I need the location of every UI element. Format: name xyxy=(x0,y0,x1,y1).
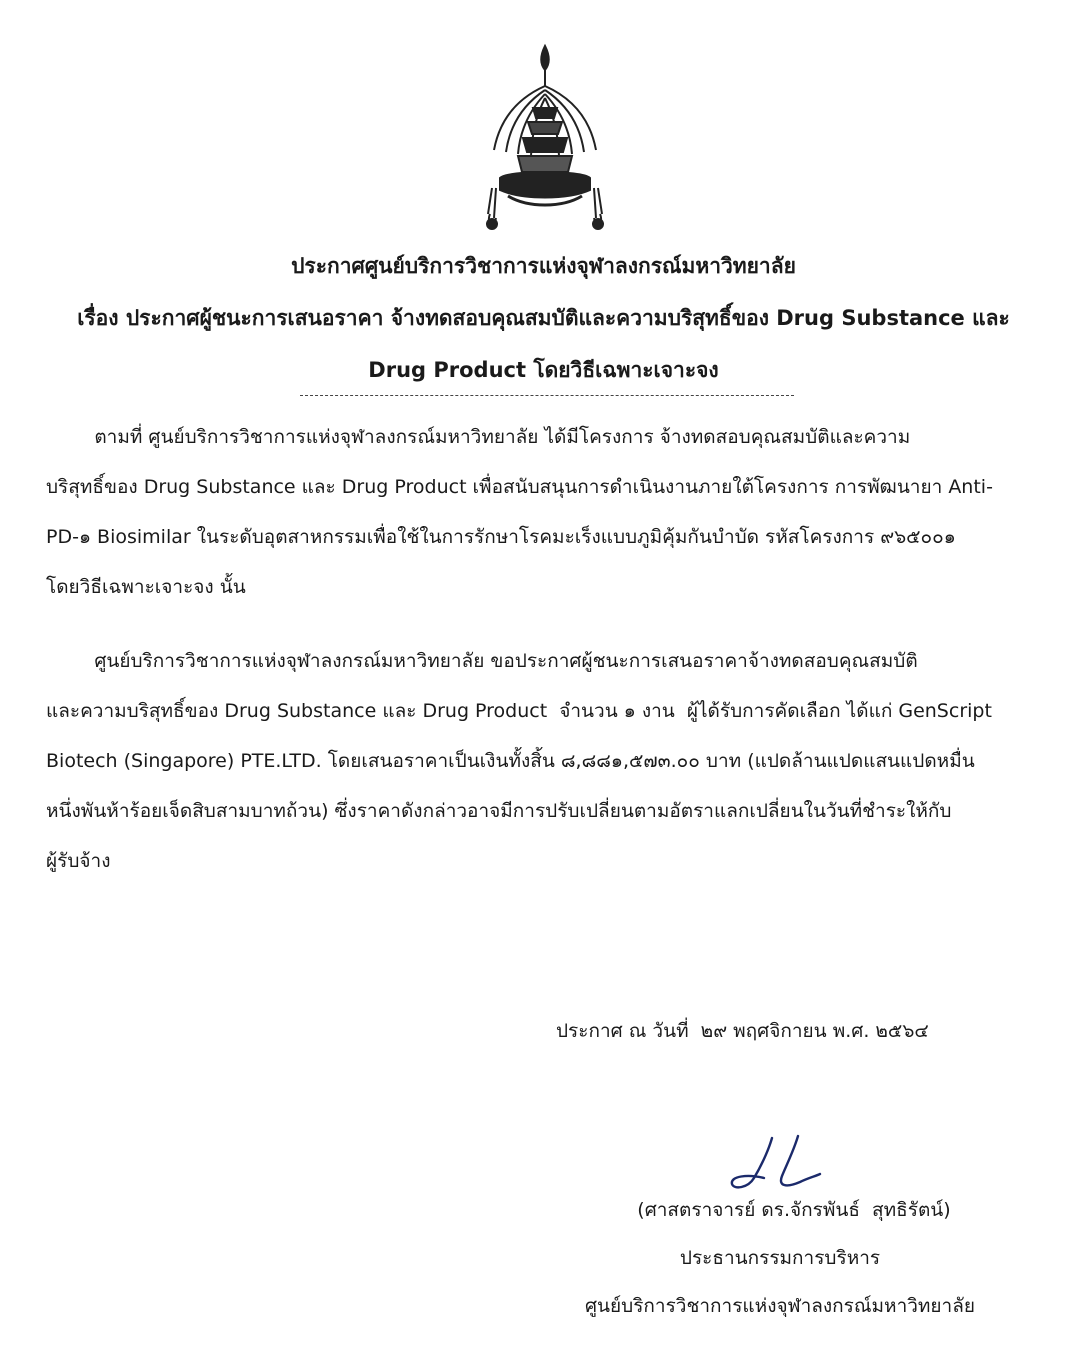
announcement-date: ประกาศ ณ วันที่ ๒๙ พฤศจิกายน พ.ศ. ๒๕๖๔ xyxy=(556,1020,929,1042)
subject-line-2: Drug Product โดยวิธีเฉพาะเจาะจง xyxy=(368,358,719,382)
paragraph-line: หนึ่งพันห้าร้อยเจ็ดสิบสามบาทถ้วน) ซึ่งราคาดังกล่าวอาจมีการปรับเปลี่ยนตามอัตราแลกเปลี่ยนในวันที่ชำระให้กับ xyxy=(46,800,952,822)
paragraph-line: โดยวิธีเฉพาะเจาะจง นั้น xyxy=(46,576,246,598)
subject-line-1: เรื่อง ประกาศผู้ชนะการเสนอราคา จ้างทดสอบคุณสมบัติและความบริสุทธิ์ของ Drug Substance และ xyxy=(77,306,1010,330)
signatory-organization: ศูนย์บริการวิชาการแห่งจุฬาลงกรณ์มหาวิทยาลัย xyxy=(584,1295,976,1317)
chulalongkorn-emblem-icon xyxy=(478,38,612,234)
body-paragraph-1 xyxy=(46,412,1041,612)
announcement-header xyxy=(40,240,1047,396)
signatory-block xyxy=(540,1186,1020,1330)
paragraph-line: และความบริสุทธิ์ของ Drug Substance และ Drug Product จำนวน ๑ งาน ผู้ได้รับการคัดเลือก ได้แก่ GenScript xyxy=(46,700,992,722)
paragraph-line: บริสุทธิ์ของ Drug Substance และ Drug Product เพื่อสนับสนุนการดำเนินงานภายใต้โครงการ การพัฒนายา Anti- xyxy=(46,476,993,498)
paragraph-line: Biotech (Singapore) PTE.LTD. โดยเสนอราคาเป็นเงินทั้งสิ้น ๘,๘๘๑,๕๗๓.๐๐ บาท (แปดล้านแปดแสนแปดหมื่น xyxy=(46,750,975,772)
signatory-position: ประธานกรรมการบริหาร xyxy=(679,1247,881,1269)
signatory-name: (ศาสตราจารย์ ดร.จักรพันธ์ สุทธิรัตน์) xyxy=(637,1199,951,1221)
paragraph-line: PD-๑ Biosimilar ในระดับอุตสาหกรรมเพื่อใช้ในการรักษาโรคมะเร็งแบบภูมิคุ้มกันบำบัด รหัสโครงการ ๙๖๕๐๐๑ xyxy=(46,526,956,548)
body-paragraph-2 xyxy=(46,636,1041,886)
dashed-divider xyxy=(300,395,794,396)
paragraph-line: ศูนย์บริการวิชาการแห่งจุฬาลงกรณ์มหาวิทยาลัย ขอประกาศผู้ชนะการเสนอราคาจ้างทดสอบคุณสมบัติ xyxy=(46,650,918,672)
page-title: ประกาศศูนย์บริการวิชาการแห่งจุฬาลงกรณ์มหาวิทยาลัย xyxy=(291,254,796,278)
paragraph-line: ผู้รับจ้าง xyxy=(46,850,111,872)
paragraph-line: ตามที่ ศูนย์บริการวิชาการแห่งจุฬาลงกรณ์มหาวิทยาลัย ได้มีโครงการ จ้างทดสอบคุณสมบัติและความ xyxy=(46,426,911,448)
